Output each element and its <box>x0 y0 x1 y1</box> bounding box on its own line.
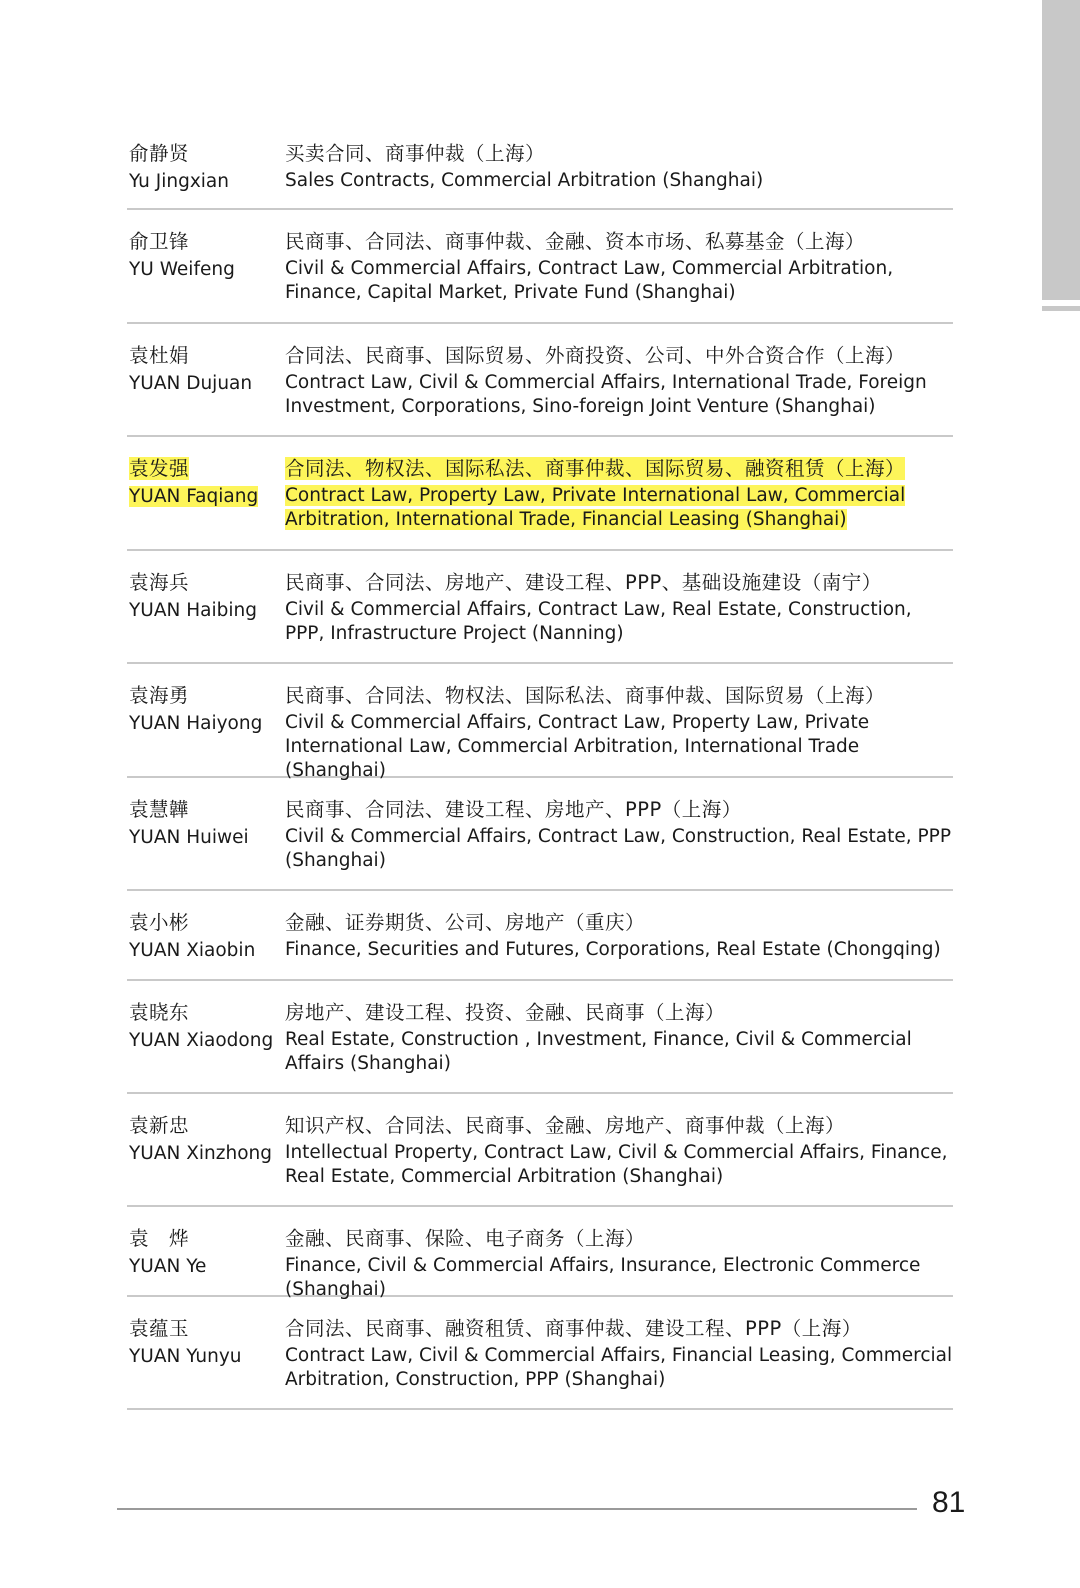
specialty-block <box>285 792 953 873</box>
specialty-block <box>285 678 953 783</box>
list-item <box>127 981 953 1094</box>
name-zh: 袁 烨 <box>129 1227 190 1250</box>
name-block <box>129 995 273 1054</box>
name-en: YUAN Dujuan <box>129 373 253 394</box>
list-item <box>127 136 953 210</box>
specialty-block <box>285 1221 953 1302</box>
specialty-en: Finance, Civil & Commercial Affairs, Insurance, Electronic Commerce (Shanghai) <box>285 1255 921 1300</box>
list-item <box>127 324 953 437</box>
list-item <box>127 551 953 664</box>
name-zh: 俞静贤 <box>129 142 190 165</box>
specialty-block <box>285 565 953 646</box>
specialty-en: Civil & Commercial Affairs, Contract Law, Property Law, Private International Law, Commercial Arbitration, International Trade (Shanghai) <box>285 712 870 781</box>
name-en: YUAN Xinzhong <box>129 1143 272 1164</box>
name-en: YUAN Haiyong <box>129 713 263 734</box>
name-zh: 袁海勇 <box>129 684 190 707</box>
list-item <box>127 891 953 981</box>
name-en: YUAN Ye <box>129 1256 207 1277</box>
name-block <box>129 792 249 851</box>
name-block <box>129 451 258 510</box>
name-zh: 袁小彬 <box>129 911 190 934</box>
specialty-en: Sales Contracts, Commercial Arbitration (Shanghai) <box>285 170 764 191</box>
list-item <box>127 1094 953 1207</box>
name-zh: 袁杜娟 <box>129 344 190 367</box>
specialty-en: Civil & Commercial Affairs, Contract Law, Commercial Arbitration, Finance, Capital Market, Private Fund (Shanghai) <box>285 258 894 303</box>
specialty-block <box>285 995 953 1076</box>
name-block <box>129 136 229 195</box>
name-block <box>129 565 257 624</box>
list-item <box>127 437 953 551</box>
specialty-zh: 合同法、民商事、国际贸易、外商投资、公司、中外合资合作（上海） <box>285 344 906 367</box>
list-item <box>127 778 953 891</box>
name-block <box>129 338 252 397</box>
side-tab-line <box>1042 306 1080 311</box>
specialty-block <box>285 136 953 193</box>
specialty-zh: 合同法、物权法、国际私法、商事仲裁、国际贸易、融资租赁（上海） <box>285 457 906 480</box>
specialty-zh: 民商事、合同法、物权法、国际私法、商事仲裁、国际贸易（上海） <box>285 684 886 707</box>
arbitrator-list <box>127 136 953 1410</box>
name-en: YU Weifeng <box>129 259 235 280</box>
name-zh: 袁慧韡 <box>129 798 190 821</box>
name-block <box>129 1221 206 1280</box>
specialty-en: Civil & Commercial Affairs, Contract Law, Real Estate, Construction, PPP, Infrastructure Project (Nanning) <box>285 599 912 644</box>
footer-divider <box>117 1508 917 1510</box>
specialty-zh: 民商事、合同法、建设工程、房地产、PPP（上海） <box>285 798 742 821</box>
name-zh: 俞卫锋 <box>129 230 190 253</box>
name-block <box>129 1311 242 1370</box>
specialty-en: Contract Law, Civil & Commercial Affairs, International Trade, Foreign Investment, Corporations, Sino-foreign Joint Venture (Shanghai) <box>285 372 927 417</box>
name-en: Yu Jingxian <box>129 171 229 192</box>
side-tab <box>1042 0 1080 300</box>
specialty-zh: 民商事、合同法、商事仲裁、金融、资本市场、私募基金（上海） <box>285 230 866 253</box>
specialty-zh: 买卖合同、商事仲裁（上海） <box>285 142 546 165</box>
specialty-zh: 合同法、民商事、融资租赁、商事仲裁、建设工程、PPP（上海） <box>285 1317 862 1340</box>
list-item <box>127 664 953 781</box>
name-zh: 袁发强 <box>129 457 190 480</box>
name-en: YUAN Yunyu <box>129 1346 242 1367</box>
name-en: YUAN Huiwei <box>129 827 249 848</box>
specialty-zh: 民商事、合同法、房地产、建设工程、PPP、基础设施建设（南宁） <box>285 571 882 594</box>
specialty-en: Intellectual Property, Contract Law, Civil & Commercial Affairs, Finance, Real Estate, Commercial Arbitration (Shanghai) <box>285 1142 948 1187</box>
list-item <box>127 210 953 324</box>
name-block <box>129 1108 272 1167</box>
specialty-zh: 金融、证券期货、公司、房地产（重庆） <box>285 911 646 934</box>
specialty-en: Finance, Securities and Futures, Corporations, Real Estate (Chongqing) <box>285 939 941 960</box>
list-item <box>127 1297 953 1410</box>
specialty-block <box>285 338 953 419</box>
specialty-block <box>285 1108 953 1189</box>
name-zh: 袁蕴玉 <box>129 1317 190 1340</box>
specialty-block <box>285 224 953 305</box>
specialty-zh: 知识产权、合同法、民商事、金融、房地产、商事仲裁（上海） <box>285 1114 846 1137</box>
name-block <box>129 678 262 737</box>
page-number: 81 <box>932 1486 966 1519</box>
specialty-zh: 房地产、建设工程、投资、金融、民商事（上海） <box>285 1001 726 1024</box>
specialty-block <box>285 905 953 962</box>
name-en: YUAN Faqiang <box>129 486 259 507</box>
name-block <box>129 905 255 964</box>
specialty-en: Real Estate, Construction , Investment, Finance, Civil & Commercial Affairs (Shanghai) <box>285 1029 912 1074</box>
name-en: YUAN Xiaobin <box>129 940 256 961</box>
specialty-block <box>285 1311 953 1392</box>
name-zh: 袁晓东 <box>129 1001 190 1024</box>
specialty-en: Contract Law, Civil & Commercial Affairs, Financial Leasing, Commercial Arbitration, Construction, PPP (Shanghai) <box>285 1345 953 1390</box>
name-en: YUAN Xiaodong <box>129 1030 274 1051</box>
specialty-en: Contract Law, Property Law, Private International Law, Commercial Arbitration, International Trade, Financial Leasing (Shanghai) <box>285 485 906 530</box>
name-zh: 袁新忠 <box>129 1114 190 1137</box>
name-block <box>129 224 235 283</box>
specialty-zh: 金融、民商事、保险、电子商务（上海） <box>285 1227 646 1250</box>
list-item <box>127 1207 953 1300</box>
name-zh: 袁海兵 <box>129 571 190 594</box>
specialty-en: Civil & Commercial Affairs, Contract Law, Construction, Real Estate, PPP (Shanghai) <box>285 826 951 871</box>
name-en: YUAN Haibing <box>129 600 257 621</box>
specialty-block <box>285 451 953 532</box>
